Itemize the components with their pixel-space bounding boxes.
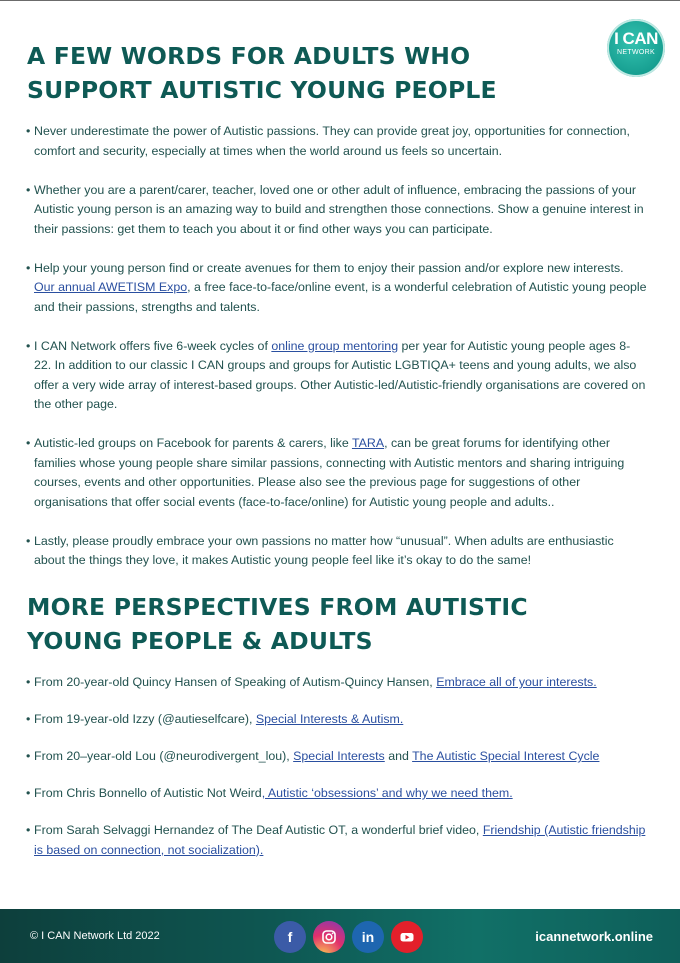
list-item (27, 532, 647, 571)
bullet-text: , can be great forums for identifying other families whose young people share similar passions, connecting with Autistic mentors and sharing intriguing courses, events and other opportunities. Please also see the previous page for suggestions of other organisations that offer social events (face-to-face/online) for Autistic young people and adults.. (34, 436, 625, 509)
bullet-text: per year for Autistic young people ages 8-22. In addition to our classic I CAN groups and groups for Autistic LGBTIQA+ teens and young adults, we also offer a very wide array of interest-based groups. Other Autistic-led/Autistic-friendly organisations are covered on the other page. (34, 338, 646, 411)
linkedin-icon[interactable] (352, 921, 384, 953)
awetism-expo-link[interactable]: Our annual AWETISM Expo (34, 280, 188, 294)
perspectives-list (27, 673, 647, 878)
list-item (27, 434, 647, 512)
logo-main-text: I CAN (614, 29, 658, 48)
bullet-text: Whether you are a parent/carer, teacher, loved one or other adult of influence, embracing the passions of your Autistic young person is an amazing way to build and strengthen those connections. Show a genuine interest in their passions: get them to teach you about it or find other ways you can participate. (34, 182, 644, 236)
i-can-network-logo[interactable] (607, 19, 665, 77)
online-group-mentoring-link[interactable]: online group mentoring (271, 338, 399, 353)
bullet-text: From 20-year-old Quincy Hansen of Speaking of Autism-Quincy Hansen, (34, 675, 437, 689)
embrace-interests-link[interactable]: Embrace all of your interests. (436, 675, 597, 689)
list-item (27, 710, 647, 730)
instagram-glyph (321, 929, 337, 945)
website-url[interactable]: icannetwork.online (535, 929, 653, 944)
special-interests-link[interactable]: Special Interests (293, 749, 385, 763)
tara-link[interactable]: TARA (351, 436, 385, 450)
bullet-text: and (384, 749, 413, 763)
footer-bar (0, 909, 680, 963)
bullet-text: Autistic-led groups on Facebook for parents & carers, like (34, 436, 352, 450)
logo-sub-text: NETWORK (617, 49, 655, 56)
section-heading-adults: A FEW WORDS FOR ADULTS WHO SUPPORT AUTISTIC YOUNG PEOPLE (27, 42, 497, 104)
bullet-text: Lastly, please proudly embrace your own passions no matter how “unusual”. When adults are enthusiastic about the things they love, it makes Autistic young people feel like it’s okay to do the same! (34, 533, 614, 567)
list-item (27, 122, 647, 161)
bullet-text: I CAN Network offers five 6-week cycles of (34, 338, 272, 353)
social-links (274, 921, 423, 953)
list-item (27, 259, 647, 318)
bullet-text: , a free face-to-face/online event, is a wonderful celebration of Autistic young people and their passions, strengths and talents. (34, 280, 647, 314)
bullet-text: Never underestimate the power of Autistic passions. They can provide great joy, opportunities for connection, comfort and security, especially at times when the world around us feels so uncertain. (34, 124, 630, 158)
list-item (27, 337, 647, 415)
youtube-glyph (399, 929, 415, 945)
list-item (27, 673, 647, 693)
instagram-icon[interactable] (313, 921, 345, 953)
linkedin-glyph: in (361, 929, 375, 945)
copyright-text: © I CAN Network Ltd 2022 (30, 930, 160, 942)
top-border (0, 0, 680, 1)
list-item (27, 784, 647, 804)
youtube-icon[interactable] (391, 921, 423, 953)
list-item (27, 821, 647, 860)
special-interest-cycle-link[interactable]: The Autistic Special Interest Cycle (412, 749, 600, 763)
friendship-video-link[interactable]: Friendship (Autistic friendship is based on connection, not socialization). (34, 823, 646, 857)
section-heading-perspectives: MORE PERSPECTIVES FROM AUTISTIC YOUNG PEOPLE & ADULTS (27, 593, 528, 655)
facebook-glyph: f (287, 929, 293, 945)
bullet-text: From 19-year-old Izzy (@autieselfcare), (34, 712, 256, 726)
special-interests-autism-link[interactable]: Special Interests & Autism. (255, 712, 404, 726)
bullet-text: Help your young person find or create avenues for them to enjoy their passion and/or explore new interests. (34, 260, 624, 275)
list-item (27, 747, 647, 767)
list-item (27, 181, 647, 240)
bullet-text: From Sarah Selvaggi Hernandez of The Deaf Autistic OT, a wonderful brief video, (34, 823, 483, 837)
adults-advice-list (27, 122, 647, 590)
bullet-text: From Chris Bonnello of Autistic Not Weird (34, 786, 262, 800)
autistic-obsessions-link[interactable]: , Autistic ‘obsessions’ and why we need them. (261, 786, 513, 800)
facebook-icon[interactable] (274, 921, 306, 953)
bullet-text: From 20–year-old Lou (@neurodivergent_lou), (34, 749, 294, 763)
